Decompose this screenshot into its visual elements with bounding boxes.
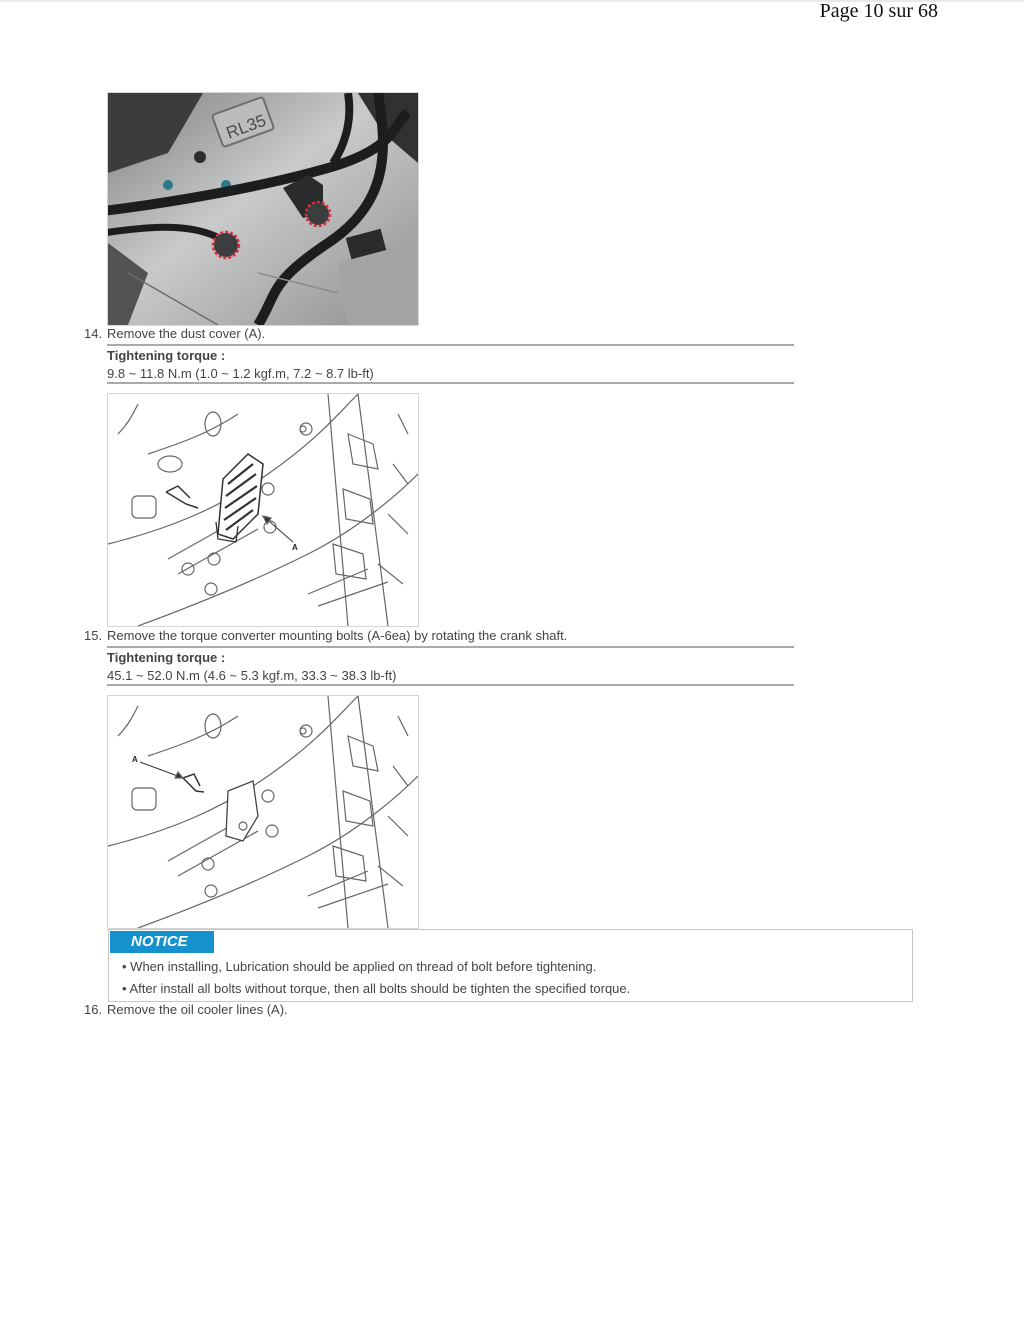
notice-item: • When installing, Lubrication should be applied on thread of bolt before tightening. [122,959,597,974]
callout-label: A [132,755,138,764]
spec-label: Tightening torque : [107,348,226,363]
callout-label: A [292,543,298,552]
spec-value: 9.8 ~ 11.8 N.m (1.0 ~ 1.2 kgf.m, 7.2 ~ 8.7 lb-ft) [107,366,374,381]
page-number: Page 10 sur 68 [819,0,938,22]
photo-marking: RL35 [223,110,269,143]
step-16: 16. Remove the oil cooler lines (A). [84,1002,288,1017]
notice-title: NOTICE [110,931,214,953]
notice-box [108,929,913,1002]
spec-label: Tightening torque : [107,650,226,665]
notice-item: • After install all bolts without torque, then all bolts should be tighten the specified torque. [122,981,631,996]
step-text: Remove the oil cooler lines (A). [107,1002,288,1017]
converter-bolts-diagram [107,695,419,929]
converter-bolt-part [183,774,204,792]
step-text: Remove the dust cover (A). [107,326,266,341]
dust-cover-diagram [107,393,419,627]
step-14: 14. Remove the dust cover (A). [84,326,266,341]
step-15: 15. Remove the torque converter mounting bolts (A-6ea) by rotating the crank shaft. [84,628,568,643]
spec-value: 45.1 ~ 52.0 N.m (4.6 ~ 5.3 kgf.m, 33.3 ~ 38.3 lb-ft) [107,668,397,683]
spec-box-2 [107,646,794,686]
bolt-part [166,486,198,508]
spec-box-1 [107,344,794,384]
transmission-photo [107,92,419,326]
step-text: Remove the torque converter mounting bolts (A-6ea) by rotating the crank shaft. [107,628,568,643]
